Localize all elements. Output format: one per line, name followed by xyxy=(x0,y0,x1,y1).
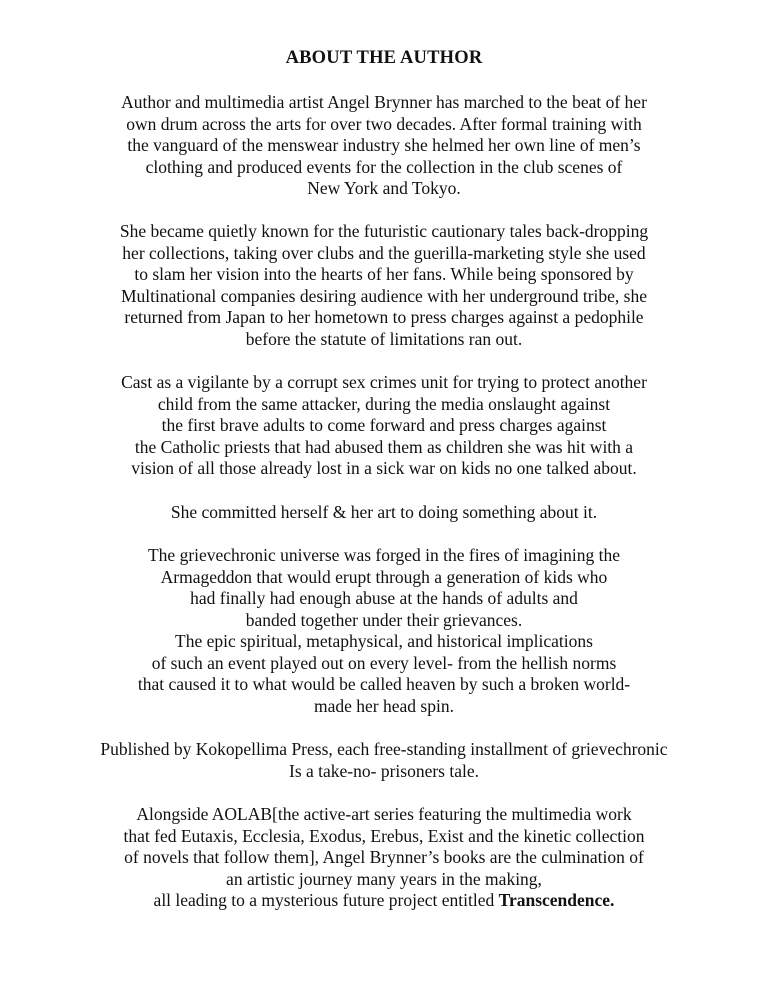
text-line: her collections, taking over clubs and the guerilla-marketing style she used xyxy=(122,242,646,263)
text-line: an artistic journey many years in the making, xyxy=(226,868,542,889)
text-line: clothing and produced events for the collection in the club scenes of xyxy=(145,156,623,177)
text-line: vision of all those already lost in a sick war on kids no one talked about. xyxy=(131,458,637,478)
paragraph-universe xyxy=(0,545,768,717)
text-line-final xyxy=(0,890,768,912)
text-line: Published by Kokopellima Press, each free-standing installment of grievechronic xyxy=(100,739,668,759)
paragraph-commitment xyxy=(0,502,768,524)
text-line: The grievechronic universe was forged in the fires of imagining the xyxy=(147,545,621,565)
page-title: ABOUT THE AUTHOR xyxy=(285,48,483,68)
text-line: She became quietly known for the futuristic cautionary tales back-dropping xyxy=(119,221,649,241)
text-line: that caused it to what would be called heaven by such a broken world- xyxy=(137,674,631,694)
text-line: She committed herself & her art to doing something about it. xyxy=(170,502,598,522)
text-line: Multinational companies desiring audience with her underground tribe, she xyxy=(121,285,647,306)
text-line: banded together under their grievances. xyxy=(245,609,523,630)
text-line: had finally had enough abuse at the hands of adults and xyxy=(190,588,578,608)
text-line: Author and multimedia artist Angel Brynner has marched to the beat of her xyxy=(121,92,647,112)
text-line: The epic spiritual, metaphysical, and historical implications xyxy=(175,631,593,651)
text-line: Cast as a vigilante by a corrupt sex crimes unit for trying to protect another xyxy=(121,372,647,392)
text-line: Alongside AOLAB[the active-art series featuring the multimedia work xyxy=(136,804,632,824)
paragraph-aolab xyxy=(0,804,768,912)
paragraph-publisher xyxy=(0,739,768,782)
text-line: Armageddon that would erupt through a generation of kids who xyxy=(160,566,608,587)
text-line: own drum across the arts for over two decades. After formal training with xyxy=(126,113,642,134)
text-line: the vanguard of the menswear industry she helmed her own line of men’s xyxy=(127,135,641,155)
text-segment: all leading to a mysterious future project entitled xyxy=(153,890,499,910)
text-line: before the statute of limitations ran out. xyxy=(245,328,523,349)
text-line: of novels that follow them], Angel Brynner’s books are the culmination of xyxy=(124,847,644,867)
paragraph-career xyxy=(0,92,768,200)
text-line: the Catholic priests that had abused them as children she was hit with a xyxy=(134,436,634,457)
project-title: Transcendence. xyxy=(498,890,615,910)
text-line: the first brave adults to come forward and press charges against xyxy=(161,415,607,435)
text-line: made her head spin. xyxy=(314,695,454,716)
paragraph-known-for xyxy=(0,221,768,350)
text-line: returned from Japan to her hometown to press charges against a pedophile xyxy=(124,307,644,327)
text-line: New York and Tokyo. xyxy=(307,178,461,198)
text-line: that fed Eutaxis, Ecclesia, Exodus, Erebus, Exist and the kinetic collection xyxy=(123,825,645,846)
text-line: to slam her vision into the hearts of her fans. While being sponsored by xyxy=(134,264,634,284)
text-line: of such an event played out on every level- from the hellish norms xyxy=(151,652,617,673)
text-line: Is a take-no- prisoners tale. xyxy=(289,760,479,781)
paragraph-vigilante xyxy=(0,372,768,480)
text-line: child from the same attacker, during the media onslaught against xyxy=(157,393,611,414)
